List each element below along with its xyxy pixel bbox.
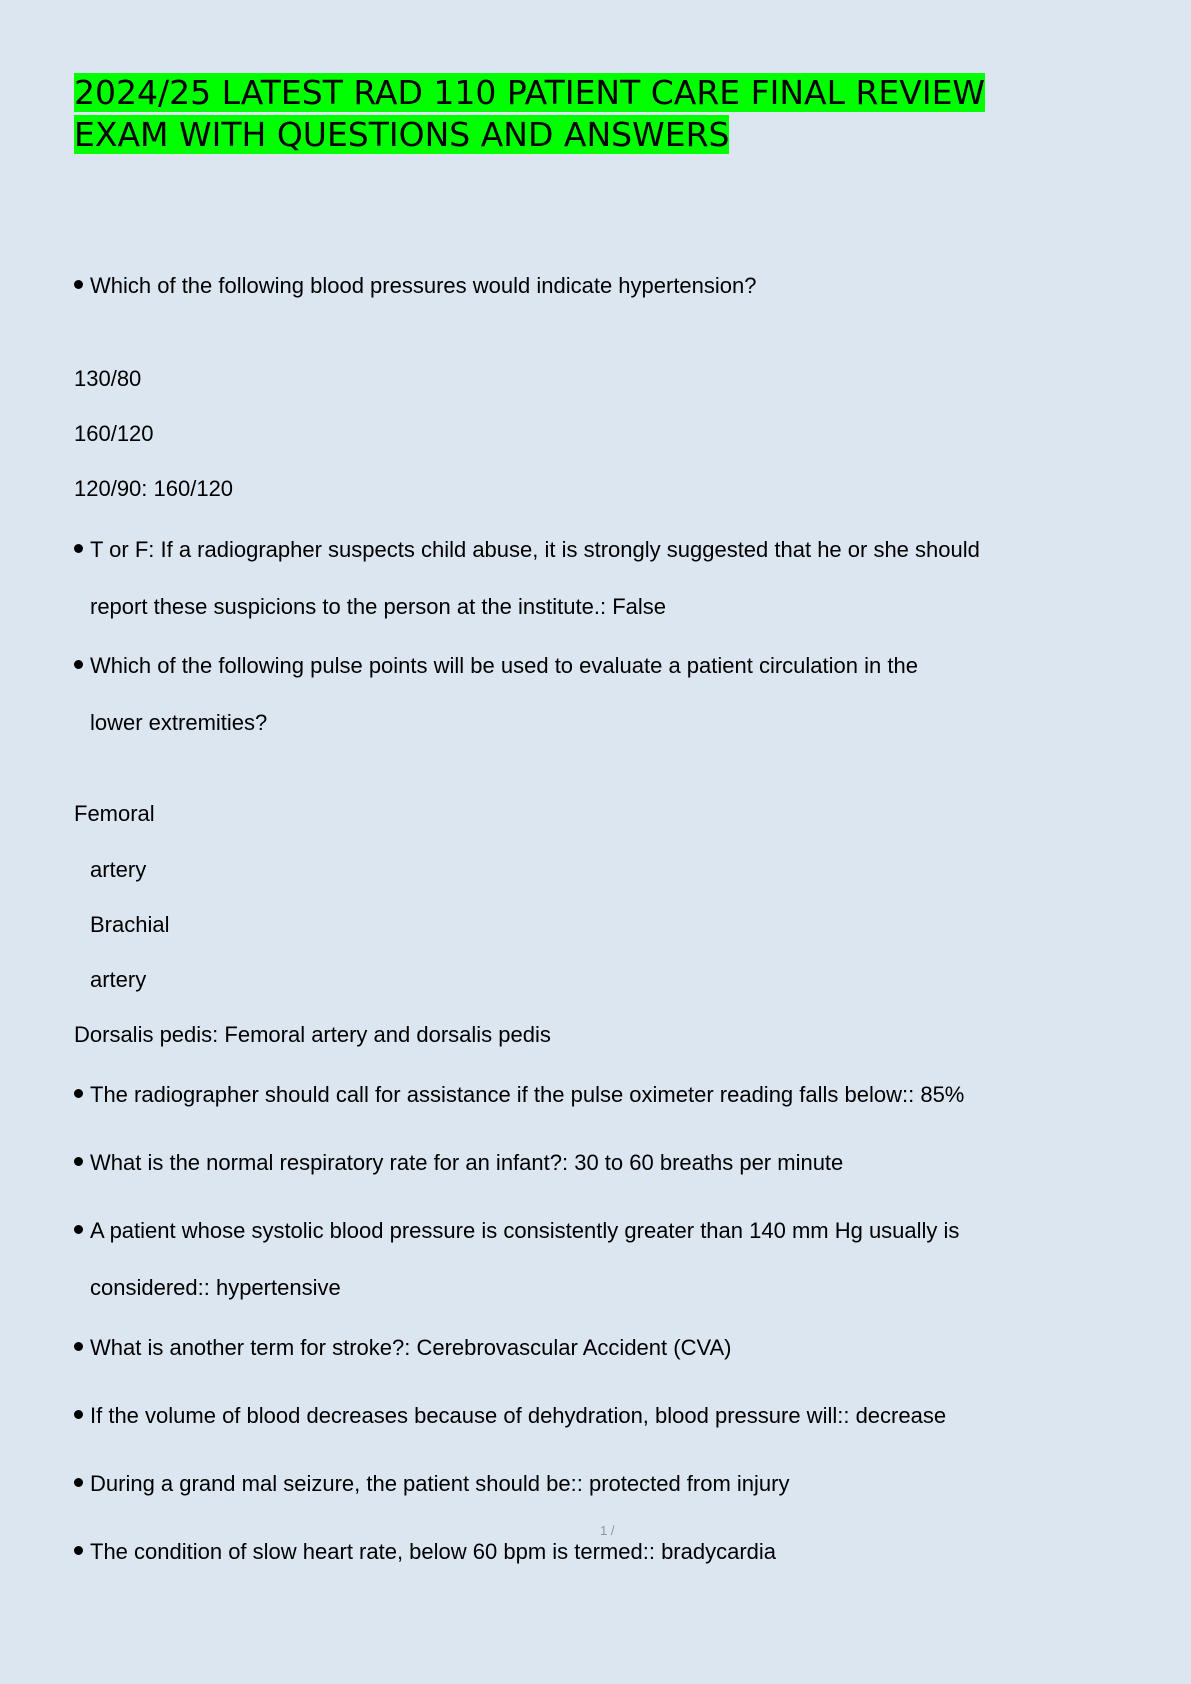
question-9: During a grand mal seizure, the patient should be:: protected from injury bbox=[90, 1471, 790, 1496]
document-title bbox=[74, 72, 1074, 156]
title-line-2: EXAM WITH QUESTIONS AND ANSWERS bbox=[74, 115, 730, 154]
question-3-option-1: Femoral bbox=[74, 801, 155, 826]
question-1: Which of the following blood pressures would indicate hypertension? bbox=[90, 273, 757, 298]
page-number: 1 / bbox=[600, 1523, 615, 1538]
question-3-continuation: lower extremities? bbox=[90, 710, 268, 735]
question-3-option-2: artery bbox=[90, 857, 147, 882]
question-3: Which of the following pulse points will be used to evaluate a patient circulation in the bbox=[90, 653, 918, 678]
question-3-option-3: Brachial bbox=[90, 912, 170, 937]
question-10: The condition of slow heart rate, below 60 bpm is termed:: bradycardia bbox=[90, 1539, 777, 1564]
question-5: What is the normal respiratory rate for an infant?: 30 to 60 breaths per minute bbox=[90, 1150, 844, 1175]
question-4: The radiographer should call for assistance if the pulse oximeter reading falls below:: 85% bbox=[90, 1082, 965, 1107]
question-2: T or F: If a radiographer suspects child abuse, it is strongly suggested that he or she should bbox=[90, 537, 980, 562]
question-8: If the volume of blood decreases because of dehydration, blood pressure will:: decrease bbox=[90, 1403, 947, 1428]
question-2-continuation: report these suspicions to the person at the institute.: False bbox=[90, 594, 666, 619]
question-7: What is another term for stroke?: Cerebrovascular Accident (CVA) bbox=[90, 1335, 732, 1360]
title-line-1: 2024/25 LATEST RAD 110 PATIENT CARE FINAL REVIEW bbox=[74, 73, 986, 112]
question-6-continuation: considered:: hypertensive bbox=[90, 1275, 341, 1300]
question-1-option-2: 160/120 bbox=[74, 421, 154, 446]
question-1-option-1: 130/80 bbox=[74, 366, 142, 391]
question-6: A patient whose systolic blood pressure is consistently greater than 140 mm Hg usually is bbox=[90, 1218, 960, 1243]
question-3-option-4: artery bbox=[90, 967, 147, 992]
question-3-option-5: Dorsalis pedis: Femoral artery and dorsalis pedis bbox=[74, 1022, 551, 1047]
question-1-option-3: 120/90: 160/120 bbox=[74, 476, 234, 501]
